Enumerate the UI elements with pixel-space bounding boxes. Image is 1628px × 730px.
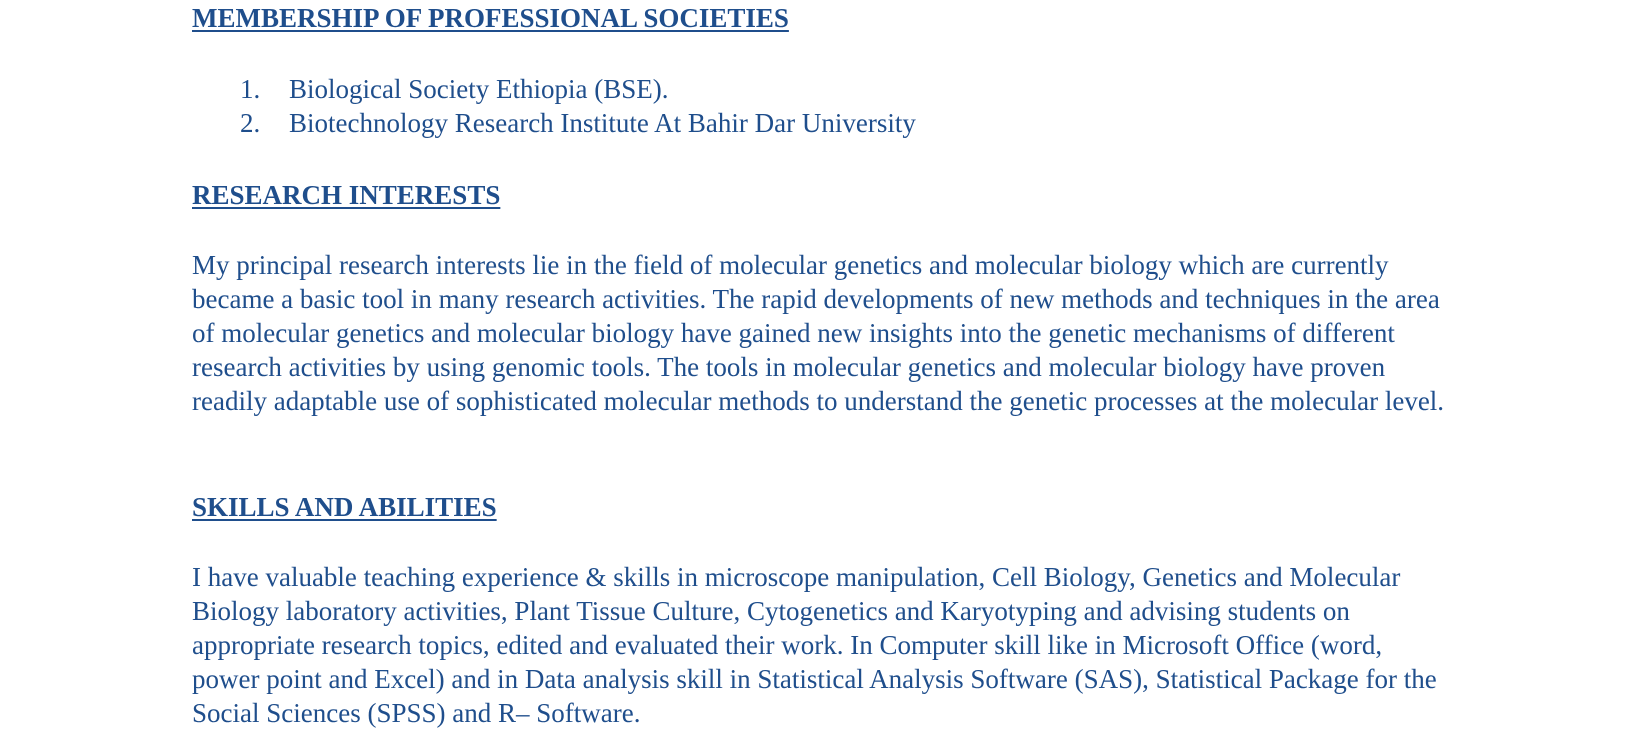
research-interests-paragraph: My principal research interests lie in the field of molecular genetics and molecular biology which are currently became a basic tool in many research activities. The rapid developments of new methods and techniques in the area of molecular genetics and molecular biology have gained new insights into the genetic mechanisms of different research activities by using genomic tools. The tools in molecular genetics and molecular biology have proven readily adaptable use of sophisticated molecular methods to understand the genetic processes at the molecular level. xyxy=(192,250,1445,416)
skills-abilities-heading: SKILLS AND ABILITIES xyxy=(192,492,497,522)
list-item-number: 2. xyxy=(240,108,261,138)
list-item-text: Biotechnology Research Institute At Bahir Dar University xyxy=(289,108,916,138)
research-interests-heading: RESEARCH INTERESTS xyxy=(192,180,501,210)
list-item-text: Biological Society Ethiopia (BSE). xyxy=(289,74,669,104)
list-item xyxy=(192,72,916,106)
skills-abilities-paragraph: I have valuable teaching experience & skills in microscope manipulation, Cell Biology, Genetics and Molecular Biology laboratory activities, Plant Tissue Culture, Cytogenetics and Karyotyping and advising students on appropriate research topics, edited and evaluated their work. In Computer skill like in Microsoft Office (word, power point and Excel) and in Data analysis skill in Statistical Analysis Software (SAS), Statistical Package for the Social Sciences (SPSS) and R– Software. xyxy=(192,562,1437,728)
membership-heading: MEMBERSHIP OF PROFESSIONAL SOCIETIES xyxy=(192,3,789,33)
list-item xyxy=(192,106,916,140)
membership-list xyxy=(192,72,916,140)
list-item-number: 1. xyxy=(240,74,261,104)
